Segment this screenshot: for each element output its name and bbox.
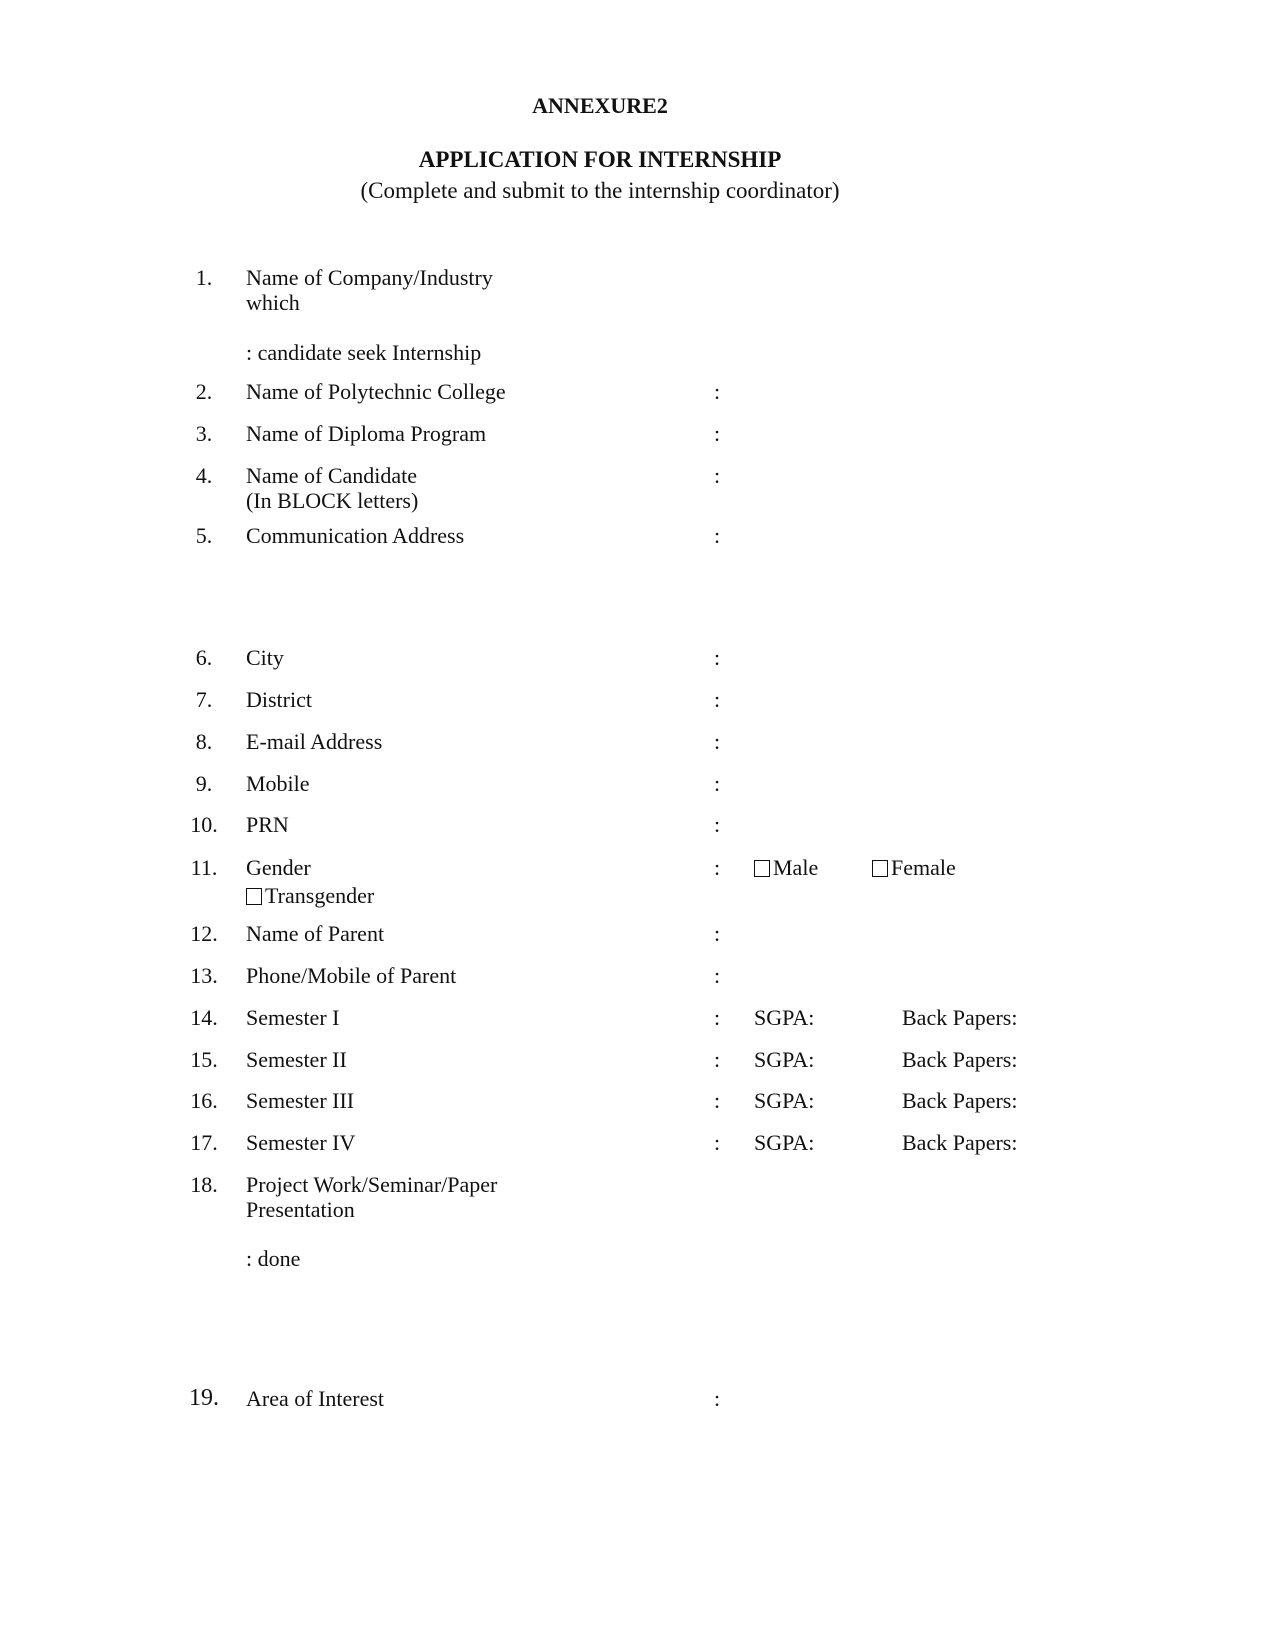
gender-option-male[interactable] (754, 855, 818, 881)
candidate-colon: : (714, 463, 721, 488)
field-number: 13. (190, 963, 218, 988)
page-title: APPLICATION FOR INTERNSHIP (418, 147, 782, 172)
candidate-label-note: (In BLOCK letters) (246, 488, 419, 513)
gender-option-label: Transgender (265, 883, 375, 908)
parent-phone-colon: : (714, 963, 721, 988)
email-colon: : (714, 729, 721, 754)
field-number: 11. (190, 855, 218, 880)
diploma-label: Name of Diploma Program (246, 421, 487, 446)
address-colon: : (714, 523, 721, 548)
semester-2-label: Semester II (246, 1047, 347, 1072)
city-colon: : (714, 645, 721, 670)
checkbox-icon[interactable] (872, 860, 888, 877)
sgpa-label: SGPA: (754, 1047, 815, 1072)
project-work-label: Project Work/Seminar/Paper (246, 1172, 498, 1197)
field-number: 19. (189, 1385, 219, 1411)
field-number: 16. (190, 1088, 218, 1113)
page-subtitle: (Complete and submit to the internship coordinator) (360, 178, 840, 203)
company-label-line2: which (246, 290, 300, 315)
company-label-line3: : candidate seek Internship (246, 340, 482, 365)
sgpa-label: SGPA: (754, 1088, 815, 1113)
field-number: 6. (195, 645, 213, 670)
parent-phone-label: Phone/Mobile of Parent (246, 963, 457, 988)
candidate-label: Name of Candidate (246, 463, 418, 488)
parent-name-colon: : (714, 921, 721, 946)
field-number: 3. (195, 421, 213, 446)
field-number: 5. (195, 523, 213, 548)
email-label: E-mail Address (246, 729, 383, 754)
field-number: 4. (195, 463, 213, 488)
mobile-colon: : (714, 771, 721, 796)
field-number: 18. (190, 1172, 218, 1197)
field-number: 9. (195, 771, 213, 796)
semester-1-colon: : (714, 1005, 721, 1030)
area-of-interest-label: Area of Interest (246, 1386, 385, 1411)
district-colon: : (714, 687, 721, 712)
city-label: City (246, 645, 284, 670)
field-number: 14. (190, 1005, 218, 1030)
field-number: 1. (195, 265, 213, 290)
parent-name-label: Name of Parent (246, 921, 385, 946)
gender-colon: : (714, 855, 721, 880)
project-work-label-line3: : done (246, 1246, 301, 1271)
diploma-colon: : (714, 421, 721, 446)
address-label: Communication Address (246, 523, 465, 548)
college-label: Name of Polytechnic College (246, 379, 506, 404)
project-work-label-line2: Presentation (246, 1197, 355, 1222)
gender-option-label: Male (773, 855, 819, 880)
sgpa-label: SGPA: (754, 1005, 815, 1030)
checkbox-icon[interactable] (754, 860, 770, 877)
back-papers-label: Back Papers: (902, 1047, 1018, 1072)
field-number: 7. (195, 687, 213, 712)
semester-4-label: Semester IV (246, 1130, 356, 1155)
field-number: 15. (190, 1047, 218, 1072)
prn-label: PRN (246, 812, 289, 837)
mobile-label: Mobile (246, 771, 310, 796)
back-papers-label: Back Papers: (902, 1088, 1018, 1113)
gender-option-transgender[interactable] (246, 883, 374, 909)
semester-3-label: Semester III (246, 1088, 355, 1113)
sgpa-label: SGPA: (754, 1130, 815, 1155)
gender-option-female[interactable] (872, 855, 956, 881)
company-label: Name of Company/Industry (246, 265, 493, 290)
area-of-interest-colon: : (714, 1386, 721, 1411)
field-number: 12. (190, 921, 218, 946)
checkbox-icon[interactable] (246, 888, 262, 905)
back-papers-label: Back Papers: (902, 1130, 1018, 1155)
semester-4-colon: : (714, 1130, 721, 1155)
gender-option-label: Female (891, 855, 956, 880)
semester-1-label: Semester I (246, 1005, 340, 1030)
college-colon: : (714, 379, 721, 404)
gender-label: Gender (246, 855, 311, 880)
field-number: 8. (195, 729, 213, 754)
annexure-label: ANNEXURE2 (532, 93, 668, 118)
prn-colon: : (714, 812, 721, 837)
field-number: 2. (195, 379, 213, 404)
semester-3-colon: : (714, 1088, 721, 1113)
back-papers-label: Back Papers: (902, 1005, 1018, 1030)
field-number: 10. (190, 812, 218, 837)
field-number: 17. (190, 1130, 218, 1155)
semester-2-colon: : (714, 1047, 721, 1072)
district-label: District (246, 687, 312, 712)
